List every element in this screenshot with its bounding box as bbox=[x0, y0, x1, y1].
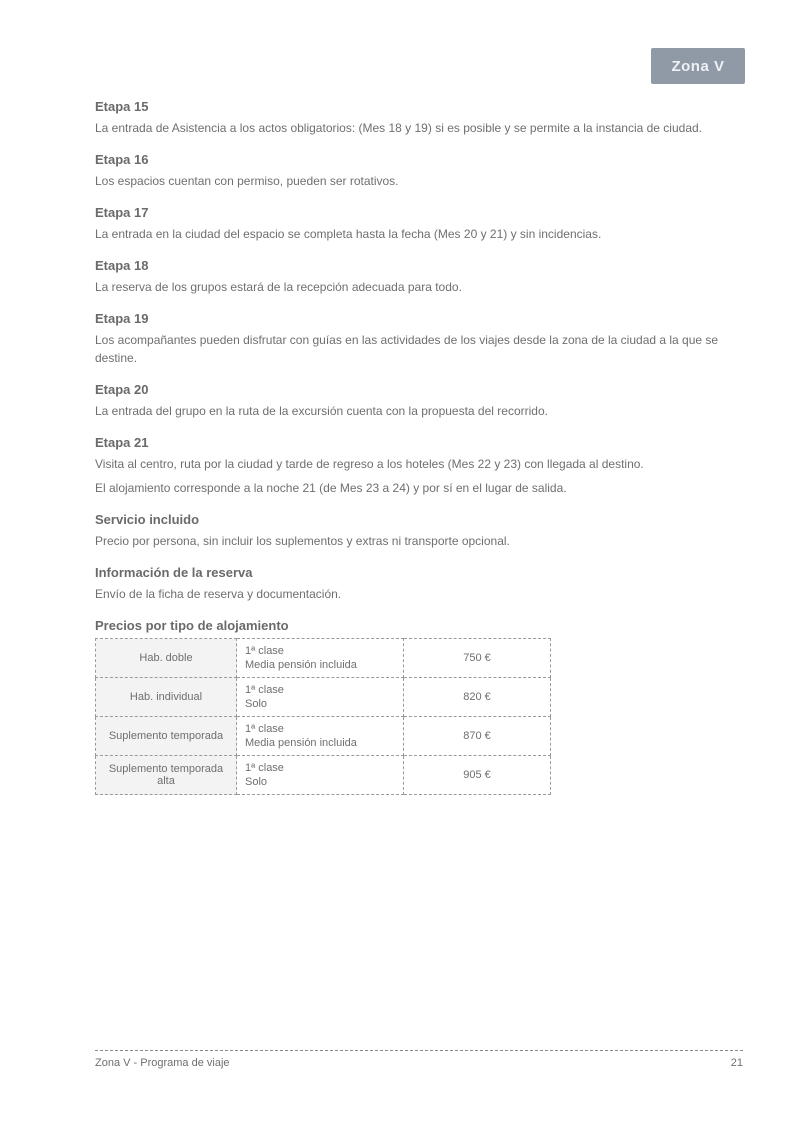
footer-text: Zona V - Programa de viaje bbox=[95, 1057, 230, 1069]
room-details bbox=[237, 717, 404, 756]
room-category: Suplemento temporada bbox=[96, 717, 237, 756]
room-price: 750 € bbox=[404, 639, 551, 678]
room-category: Hab. individual bbox=[96, 678, 237, 717]
section bbox=[95, 382, 735, 420]
section bbox=[95, 205, 735, 243]
section-list bbox=[95, 99, 735, 603]
section-title: Servicio incluido bbox=[95, 512, 200, 527]
section bbox=[95, 152, 735, 190]
section-text: Envío de la ficha de reserva y documentación. bbox=[95, 587, 342, 601]
table-row bbox=[96, 756, 551, 795]
table-row bbox=[96, 717, 551, 756]
section bbox=[95, 258, 735, 296]
detail-line: Solo bbox=[245, 776, 268, 788]
section-title: Etapa 16 bbox=[95, 152, 149, 167]
section-text: Visita al centro, ruta por la ciudad y tarde de regreso a los hoteles (Mes 22 y 23) con llegada al destino. bbox=[95, 457, 644, 471]
document-body bbox=[95, 99, 735, 810]
detail-line: 1ª clase bbox=[245, 762, 284, 774]
room-price: 905 € bbox=[404, 756, 551, 795]
section bbox=[95, 565, 735, 603]
page-number: 21 bbox=[730, 1057, 743, 1069]
section-text: La reserva de los grupos estará de la recepción adecuada para todo. bbox=[95, 280, 462, 294]
detail-line: Media pensión incluida bbox=[245, 737, 357, 749]
section-title: Etapa 18 bbox=[95, 258, 149, 273]
section-title: Etapa 17 bbox=[95, 205, 149, 220]
zone-badge: Zona V bbox=[651, 48, 745, 84]
pricing-section bbox=[95, 618, 735, 795]
room-details bbox=[237, 678, 404, 717]
detail-line: 1ª clase bbox=[245, 645, 284, 657]
table-row bbox=[96, 639, 551, 678]
detail-line: Media pensión incluida bbox=[245, 659, 357, 671]
section bbox=[95, 512, 735, 550]
pricing-title: Precios por tipo de alojamiento bbox=[95, 618, 289, 633]
room-category: Suplemento temporada alta bbox=[96, 756, 237, 795]
section-text: Los acompañantes pueden disfrutar con guías en las actividades de los viajes desde la zona de la ciudad a la que se destine. bbox=[95, 333, 719, 365]
page-footer bbox=[95, 1050, 743, 1069]
detail-line: 1ª clase bbox=[245, 684, 284, 696]
section-title: Etapa 20 bbox=[95, 382, 149, 397]
table-row bbox=[96, 678, 551, 717]
section-title: Información de la reserva bbox=[95, 565, 253, 580]
section-text: La entrada del grupo en la ruta de la excursión cuenta con la propuesta del recorrido. bbox=[95, 404, 548, 418]
room-details bbox=[237, 639, 404, 678]
room-price: 870 € bbox=[404, 717, 551, 756]
section-text: La entrada en la ciudad del espacio se completa hasta la fecha (Mes 20 y 21) y sin incidencias. bbox=[95, 227, 602, 241]
detail-line: 1ª clase bbox=[245, 723, 284, 735]
pricing-table bbox=[95, 638, 551, 795]
detail-line: Solo bbox=[245, 698, 268, 710]
section-text: Precio por persona, sin incluir los suplementos y extras ni transporte opcional. bbox=[95, 534, 510, 548]
room-price: 820 € bbox=[404, 678, 551, 717]
section bbox=[95, 99, 735, 137]
section-title: Etapa 19 bbox=[95, 311, 149, 326]
section-text: La entrada de Asistencia a los actos obligatorios: (Mes 18 y 19) si es posible y se permite a la instancia de ciudad. bbox=[95, 121, 703, 135]
section-title: Etapa 21 bbox=[95, 435, 149, 450]
room-details bbox=[237, 756, 404, 795]
section-text: Los espacios cuentan con permiso, pueden ser rotativos. bbox=[95, 174, 399, 188]
section-text: El alojamiento corresponde a la noche 21 (de Mes 23 a 24) y por sí en el lugar de salida. bbox=[95, 481, 567, 495]
section bbox=[95, 435, 735, 497]
section bbox=[95, 311, 735, 367]
room-category: Hab. doble bbox=[96, 639, 237, 678]
section-title: Etapa 15 bbox=[95, 99, 149, 114]
